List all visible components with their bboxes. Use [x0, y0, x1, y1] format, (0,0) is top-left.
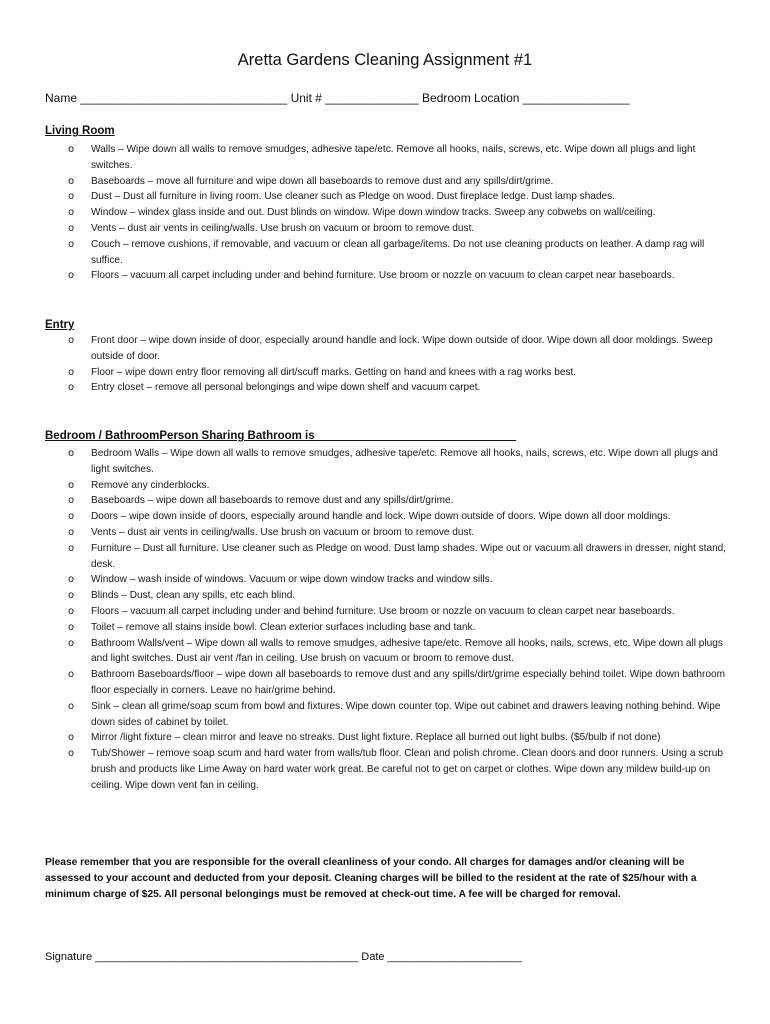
list-item: [0, 268, 770, 284]
list-item: [0, 365, 770, 381]
list-item-text: Entry closet – remove all personal belongings and wipe down shelf and vacuum carpet.: [91, 382, 481, 394]
bedroom-bathroom-heading: [45, 429, 516, 444]
bullet-marker: o: [68, 669, 75, 681]
list-item: [0, 541, 770, 573]
bullet-marker: o: [68, 590, 75, 602]
list-item: [0, 509, 770, 525]
list-item: [0, 174, 770, 190]
list-item-text: Dust – Dust all furniture in living room. Use cleaner such as Pledge on wood. Dust fireplace ledge. Dust lamp shades.: [91, 191, 616, 203]
bullet-marker: o: [68, 238, 75, 250]
bullet-marker: o: [68, 366, 75, 378]
list-item: [0, 478, 770, 494]
list-item-text: Couch – remove cushions, if removable, and vacuum or clean all garbage/items. Do not use cleaning products on leather. A damp rag will suffice.: [91, 238, 705, 266]
list-item-text: Sink – clean all grime/soap scum from bowl and fixtures. Wipe down counter top. Wipe out cabinet and drawers leaving nothing behind. Wipe down sides of cabinet by toilet.: [91, 700, 721, 728]
list-item-text: Bathroom Walls/vent – Wipe down all walls to remove smudges, adhesive tape/etc. Remove all hooks, nails, screws, etc. Wipe down all plugs and light switches. Dust air vent /fan in ceiling. Use brush on vacuum or broom to remove dust.: [91, 637, 723, 665]
list-item: [0, 588, 770, 604]
bullet-marker: o: [68, 748, 75, 760]
list-item-text: Mirror /light fixture – clean mirror and leave no streaks. Dust light fixture. Replace all burned out light bulbs. ($5/bulb if not done): [91, 732, 661, 744]
bullet-marker: o: [68, 732, 75, 744]
list-item: [0, 730, 770, 746]
list-item: [0, 380, 770, 396]
bullet-marker: o: [68, 605, 75, 617]
bedroom-bathroom-list: [0, 446, 770, 794]
bullet-marker: o: [68, 335, 75, 346]
list-item: [0, 525, 770, 541]
list-item: [0, 604, 770, 620]
list-item: [0, 572, 770, 588]
list-item-text: Tub/Shower – remove soap scum and hard water from walls/tub floor. Clean and polish chrome. Clean doors and door runners. Using a scrub brush and products like Lime Away on hard water work great. Be careful not to get on carpet or clothes. Wipe down any mildew build-up on ceiling. Wipe down vent fan in ceiling.: [91, 748, 723, 791]
list-item: [0, 189, 770, 205]
list-item-text: Vents – dust air vents in ceiling/walls. Use brush on vacuum or broom to remove dust.: [91, 222, 475, 234]
bullet-marker: o: [68, 637, 75, 649]
shared-bathroom-label: Person Sharing Bathroom is _______________________________: [159, 430, 517, 442]
bullet-marker: o: [68, 511, 75, 523]
bullet-marker: o: [68, 479, 75, 491]
list-item: [0, 205, 770, 221]
bedroom-bathroom-title: Bedroom / Bathroom: [45, 430, 160, 442]
bullet-marker: o: [68, 222, 75, 234]
entry-heading: Entry: [45, 319, 75, 331]
bullet-marker: o: [68, 382, 75, 394]
list-item: [0, 746, 770, 793]
list-item-text: Vents – dust air vents in ceiling/walls. Use brush on vacuum or broom to remove dust.: [91, 526, 475, 538]
name-unit-location-line: Name _______________________________ Unit # ______________ Bedroom Location ________________: [45, 91, 630, 105]
living-room-list: [0, 142, 770, 284]
list-item-text: Remove any cinderblocks.: [91, 479, 210, 491]
bullet-marker: o: [68, 495, 75, 507]
bullet-marker: o: [68, 175, 75, 187]
list-item: [0, 636, 770, 668]
signature-date-line: Signature ___________________________________________ Date ______________________: [45, 951, 523, 963]
bullet-marker: o: [68, 621, 75, 633]
list-item-text: Doors – wipe down inside of doors, especially around handle and lock. Wipe down outside of doors. Wipe down all door moldings.: [91, 511, 671, 523]
list-item-text: Blinds – Dust, clean any spills, etc each blind.: [91, 590, 296, 602]
list-item-text: Bedroom Walls – Wipe down all walls to remove smudges, adhesive tape/etc. Remove all hooks, nails, screws, etc. Wipe down all plugs and light switches.: [91, 448, 718, 475]
list-item: [0, 142, 770, 174]
entry-list: [0, 333, 770, 396]
bullet-marker: o: [68, 270, 75, 282]
list-item: [0, 667, 770, 699]
list-item-text: Window – wash inside of windows. Vacuum or wipe down window tracks and window sills.: [91, 574, 493, 586]
list-item: [0, 620, 770, 636]
responsibility-notice: Please remember that you are responsible for the overall cleanliness of your condo. All charges for damages and/or cleaning will be assessed to your account and deducted from your deposit. Cleaning charges will be billed to the resident at the rate of $25/hour with a minimum charge of $25. All personal belongings must be removed at check-out time. A fee will be charged for removal.: [45, 857, 697, 900]
list-item: [0, 493, 770, 509]
bullet-marker: o: [68, 191, 75, 203]
list-item-text: Toilet – remove all stains inside bowl. Clean exterior surfaces including base and tank.: [91, 621, 476, 633]
bullet-marker: o: [68, 448, 75, 459]
list-item-text: Bathroom Baseboards/floor – wipe down all baseboards to remove dust and any spills/dirt/grime especially behind toilet. Wipe down bathroom floor especially in corners. Leave no hair/grime behind.: [91, 669, 726, 696]
list-item: [0, 237, 770, 269]
list-item-text: Walls – Wipe down all walls to remove smudges, adhesive tape/etc. Remove all hooks, nails, screws, etc. Wipe down all plugs and light switches.: [91, 144, 696, 171]
bullet-marker: o: [68, 700, 75, 712]
list-item-text: Furniture – Dust all furniture. Use cleaner such as Pledge on wood. Dust lamp shades. Wipe out or vacuum all drawers in dresser, night stand, desk.: [91, 542, 727, 570]
bullet-marker: o: [68, 574, 75, 586]
list-item-text: Floors – vacuum all carpet including under and behind furniture. Use broom or nozzle on vacuum to clean carpet near baseboards.: [91, 270, 675, 282]
list-item-text: Front door – wipe down inside of door, especially around handle and lock. Wipe down outside of door. Wipe down all door moldings. Sweep outside of door.: [91, 335, 713, 362]
list-item: [0, 699, 770, 731]
bullet-marker: o: [68, 542, 75, 554]
list-item-text: Floors – vacuum all carpet including under and behind furniture. Use broom or nozzle on vacuum to clean carpet near baseboards.: [91, 605, 675, 617]
page-title: Aretta Gardens Cleaning Assignment #1: [237, 51, 533, 69]
bullet-marker: o: [68, 144, 75, 155]
list-item: [0, 221, 770, 237]
bullet-marker: o: [68, 526, 75, 538]
list-item-text: Floor – wipe down entry floor removing all dirt/scuff marks. Getting on hand and knees with a rag works best.: [91, 366, 577, 378]
living-room-heading: Living Room: [45, 125, 115, 137]
bullet-marker: o: [68, 207, 75, 219]
list-item-text: Baseboards – wipe down all baseboards to remove dust and any spills/dirt/grime.: [91, 495, 454, 507]
list-item-text: Baseboards – move all furniture and wipe down all baseboards to remove dust and any spills/dirt/grime.: [91, 175, 554, 187]
list-item-text: Window – windex glass inside and out. Dust blinds on window. Wipe down window tracks. Sweep any cobwebs on wall/ceiling.: [91, 207, 656, 219]
list-item: [0, 446, 770, 478]
list-item: [0, 333, 770, 365]
